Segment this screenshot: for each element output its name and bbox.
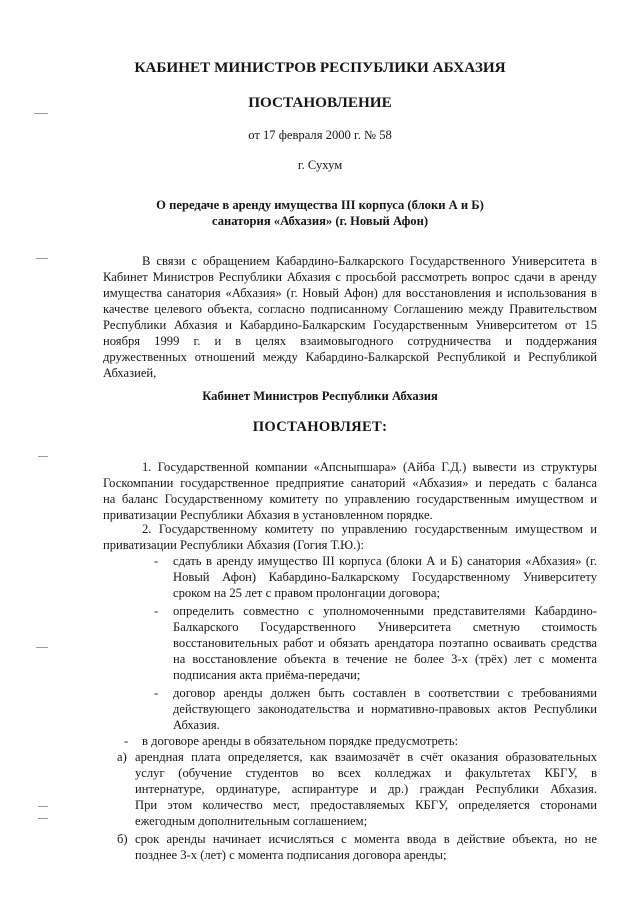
preamble-line: В связи с обращением Кабардино-Балкарского Государственного Университета в bbox=[142, 254, 597, 268]
document-type: ПОСТАНОВЛЕНИЕ bbox=[248, 94, 392, 111]
preamble-line: имущества санатория «Абхазия» (г. Новый Афон) для восстановления и использования в bbox=[103, 286, 597, 300]
provision-b-line: позднее 3-х (лет) с момента подписания договора аренды; bbox=[135, 848, 447, 862]
subject-line: О передаче в аренду имущества III корпуса (блоки А и Б) bbox=[156, 198, 484, 212]
provision-b-line: срок аренды начинает исчисляться с момента ввода в действие объекта, но не bbox=[135, 832, 597, 846]
preamble-line: дружественных отношений между Кабардино-Балкарской Республикой и Республикой bbox=[103, 350, 597, 364]
clause-1-line: на баланс Государственному комитету по управлению государственным имуществом и bbox=[103, 492, 597, 506]
provision-a-line: интернатуре, ординатуре, аспирантуре и др.) граждан Республики Абхазия. bbox=[135, 782, 597, 796]
provision-a-marker: а) bbox=[117, 750, 127, 764]
preamble-line: Республики Абхазия и Кабардино-Балкарским Государственным Университетом от 15 bbox=[103, 318, 597, 332]
preamble-line: Абхазией, bbox=[103, 366, 157, 380]
subject-line: санатория «Абхазия» (г. Новый Афон) bbox=[211, 214, 429, 228]
bullet-marker: - bbox=[154, 686, 159, 700]
bullet-line: определить совместно с уполномоченными представителями Кабардино- bbox=[173, 604, 597, 618]
bullet-line: Новый Афон) Кабардино-Балкарскому Государственному Университету bbox=[173, 570, 597, 584]
clause-1-line: 1. Государственной компании «Апсныпшара» (Айба Г.Д.) вывести из структуры bbox=[142, 460, 597, 474]
issuer-heading: Кабинет Министров Республики Абхазия bbox=[202, 389, 438, 403]
preamble-line: Кабинет Министров Республики Абхазия с просьбой рассмотреть вопрос сдачи в аренду bbox=[103, 270, 597, 284]
bullet-marker: - bbox=[154, 554, 159, 568]
decree-heading: ПОСТАНОВЛЯЕТ: bbox=[252, 419, 388, 435]
bullet-marker: - bbox=[124, 734, 129, 748]
document-city: г. Сухум bbox=[297, 158, 343, 172]
scan-mark bbox=[38, 806, 48, 807]
bullet-line: договор аренды должен быть составлен в соответствии с требованиями bbox=[173, 686, 597, 700]
provision-a-line: арендная плата определяется, как взаимозачёт в счёт оказания образовательных bbox=[135, 750, 597, 764]
scan-mark bbox=[34, 113, 48, 114]
bullet-marker: - bbox=[154, 604, 159, 618]
clause-2-line: приватизации Республики Абхазия (Гогия Т.Ю.): bbox=[103, 538, 364, 552]
document-title: КАБИНЕТ МИНИСТРОВ РЕСПУБЛИКИ АБХАЗИЯ bbox=[134, 59, 506, 76]
preamble-line: ноября 1999 г. и в целях взаимовыгодного сотрудничества и поддержания bbox=[103, 334, 597, 348]
clause-1-line: Госкомпании государственное предприятие санаторий «Абхазия» и передать с баланса bbox=[103, 476, 597, 490]
bullet-line: подписания акта приёма-передачи; bbox=[173, 668, 361, 682]
provision-a-line: услуг (обучение студентов во всех колледжах и факультетах КБГУ, в bbox=[135, 766, 597, 780]
clause-1-line: приватизации Республики Абхазия в установленном порядке. bbox=[103, 508, 433, 522]
document-date-number: от 17 февраля 2000 г. № 58 bbox=[248, 128, 392, 142]
bullet-line: сроком на 25 лет с правом пролонгации договора; bbox=[173, 586, 440, 600]
provision-b-marker: б) bbox=[117, 832, 128, 846]
bullet-line: на восстановление объекта в течение не более 3-х (трёх) лет с момента bbox=[173, 652, 597, 666]
provision-a-line: При этом количество мест, предоставляемых КБГУ, определяется сторонами bbox=[135, 798, 597, 812]
provision-intro: в договоре аренды в обязательном порядке предусмотреть: bbox=[142, 734, 459, 748]
scan-mark bbox=[36, 258, 48, 259]
clause-2-line: 2. Государственному комитету по управлению государственным имуществом и bbox=[142, 522, 597, 536]
scan-mark bbox=[36, 647, 48, 648]
bullet-line: действующего законодательства и нормативно-правовых актов Республики bbox=[173, 702, 597, 716]
bullet-line: Абхазия. bbox=[173, 718, 220, 732]
bullet-line: восстановительных работ и обязать арендатора поэтапно осваивать средства bbox=[173, 636, 597, 650]
scan-mark bbox=[38, 456, 48, 457]
bullet-line: Балкарского Государственного Университета сметную стоимость bbox=[173, 620, 597, 634]
preamble-line: качестве целевого объекта, согласно подписанному Соглашению между Правительством bbox=[103, 302, 597, 316]
scan-mark bbox=[38, 818, 48, 819]
provision-a-line: ежегодным дополнительным соглашением; bbox=[135, 814, 368, 828]
bullet-line: сдать в аренду имущество III корпуса (блоки А и Б) санатория «Абхазия» (г. bbox=[173, 554, 597, 568]
